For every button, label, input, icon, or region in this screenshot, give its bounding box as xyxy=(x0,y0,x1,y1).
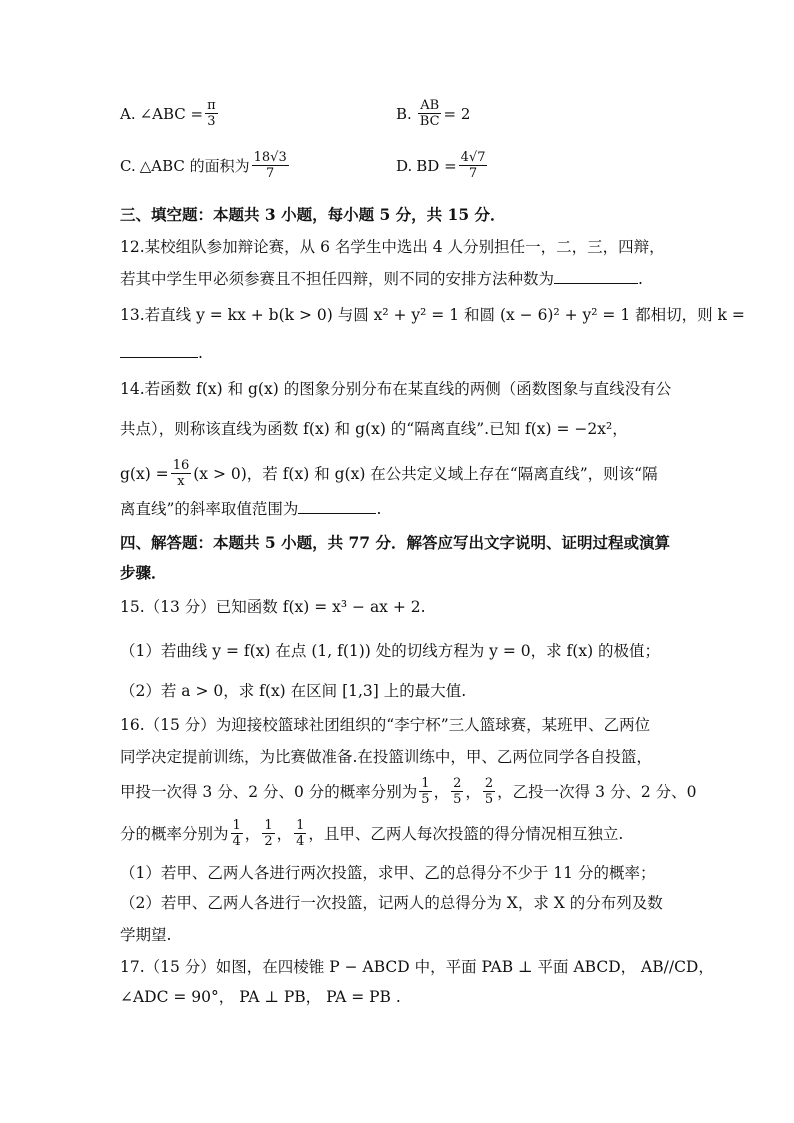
q13-line1: 13.若直线 y = kx + b(k > 0) 与圆 x² + y² = 1 和圆 (x − 6)² + y² = 1 都相切，则 k = xyxy=(120,306,745,324)
section-4-heading-line2: 步骤． xyxy=(120,563,167,582)
q12-answer-blank[interactable] xyxy=(554,269,638,284)
option-a: A. ∠ABC = $\frac{\pi}{3}$ xyxy=(120,98,216,129)
q14-fraction: $\frac{16}{x}$ xyxy=(172,458,190,489)
option-d: D. BD = $\frac{4√7}{7}$ xyxy=(396,150,486,181)
option-b-fraction: $\frac{AB}{BC}$ xyxy=(419,98,440,129)
q13-answer-blank[interactable] xyxy=(120,343,198,358)
section-3-heading: 三、填空题：本题共 3 小题，每小题 5 分，共 15 分． xyxy=(120,205,506,224)
q16-prob-a2: $\frac{2}{5}$ xyxy=(453,776,462,807)
q14-line2: 共点），则称该直线为函数 f(x) 和 g(x) 的“隔离直线”.已知 f(x) = −2x²， xyxy=(120,420,628,438)
q12-line1: 12.某校组队参加辩论赛，从 6 名学生中选出 4 人分别担任一，二，三，四辩， xyxy=(120,238,665,256)
q16-line2: 同学决定提前训练，为比赛做准备.在投篮训练中，甲、乙两位同学各自投篮， xyxy=(120,748,652,766)
q17-line2: ∠ADC = 90°， PA ⊥ PB， PA = PB . xyxy=(120,988,401,1006)
q15-part2: （2）若 a > 0，求 f(x) 在区间 [1,3] 上的最大值. xyxy=(120,682,467,700)
q14-line4: 离直线”的斜率取值范围为 . xyxy=(120,500,382,518)
q16-prob-b3: $\frac{1}{4}$ xyxy=(232,818,241,849)
q12-line2: 若其中学生甲必须参赛且不担任四辩，则不同的安排方法种数为 . xyxy=(120,270,643,288)
q16-line4: 分的概率分别为 $\frac{1}{4}$ ， $\frac{1}{2}$ ， $\frac{1}{4}$ ，且甲、乙两人每次投篮的得分情况相互独立. xyxy=(120,818,624,849)
q16-prob-a3: $\frac{1}{5}$ xyxy=(421,776,430,807)
q16-prob-b2: $\frac{1}{2}$ xyxy=(264,818,273,849)
q14-line3: g(x) = $\frac{16}{x}$ (x > 0)，若 f(x) 和 g(x) 在公共定义域上存在“隔离直线”，则该“隔 xyxy=(120,458,658,489)
q14-line1: 14.若函数 f(x) 和 g(x) 的图象分别分布在某直线的两侧（函数图象与直线没有公 xyxy=(120,380,672,398)
q16-part2: （2）若甲、乙两人各进行一次投篮，记两人的总得分为 X，求 X 的分布列及数 xyxy=(120,894,663,912)
q16-line1: 16.（15 分）为迎接校篮球社团组织的“李宁杯”三人篮球赛，某班甲、乙两位 xyxy=(120,716,651,734)
q16-prob-b0: $\frac{1}{4}$ xyxy=(296,818,305,849)
q15-part1: （1）若曲线 y = f(x) 在点 (1, f(1)) 处的切线方程为 y = 0，求 f(x) 的极值； xyxy=(120,642,661,660)
q15-line1: 15.（13 分）已知函数 f(x) = x³ − ax + 2. xyxy=(120,598,426,616)
option-c-fraction: $\frac{18√3}{7}$ xyxy=(253,150,287,181)
q16-line3: 甲投一次得 3 分、2 分、0 分的概率分别为 $\frac{1}{5}$ ， $\frac{2}{5}$ ， $\frac{2}{5}$ ，乙投一次得 3 分、2 分、0 xyxy=(120,776,697,807)
q14-answer-blank[interactable] xyxy=(298,499,376,514)
section-4-heading-line1: 四、解答题：本题共 5 小题，共 77 分．解答应写出文字说明、证明过程或演算 xyxy=(120,533,670,552)
q16-part1: （1）若甲、乙两人各进行两次投篮，求甲、乙的总得分不少于 11 分的概率； xyxy=(120,864,656,882)
option-a-fraction: $\frac{\pi}{3}$ xyxy=(207,98,216,129)
option-d-fraction: $\frac{4√7}{7}$ xyxy=(460,150,486,181)
option-b: B. $\frac{AB}{BC}$ = 2 xyxy=(396,98,471,129)
q13-line2: . xyxy=(120,342,203,364)
q16-part2-cont: 学期望. xyxy=(120,926,172,944)
q17-line1: 17.（15 分）如图，在四棱锥 P − ABCD 中，平面 PAB ⊥ 平面 ABCD， AB//CD， xyxy=(120,958,714,976)
option-c: C. △ABC 的面积为 $\frac{18√3}{7}$ xyxy=(120,150,287,181)
q16-prob-a0: $\frac{2}{5}$ xyxy=(484,776,494,807)
